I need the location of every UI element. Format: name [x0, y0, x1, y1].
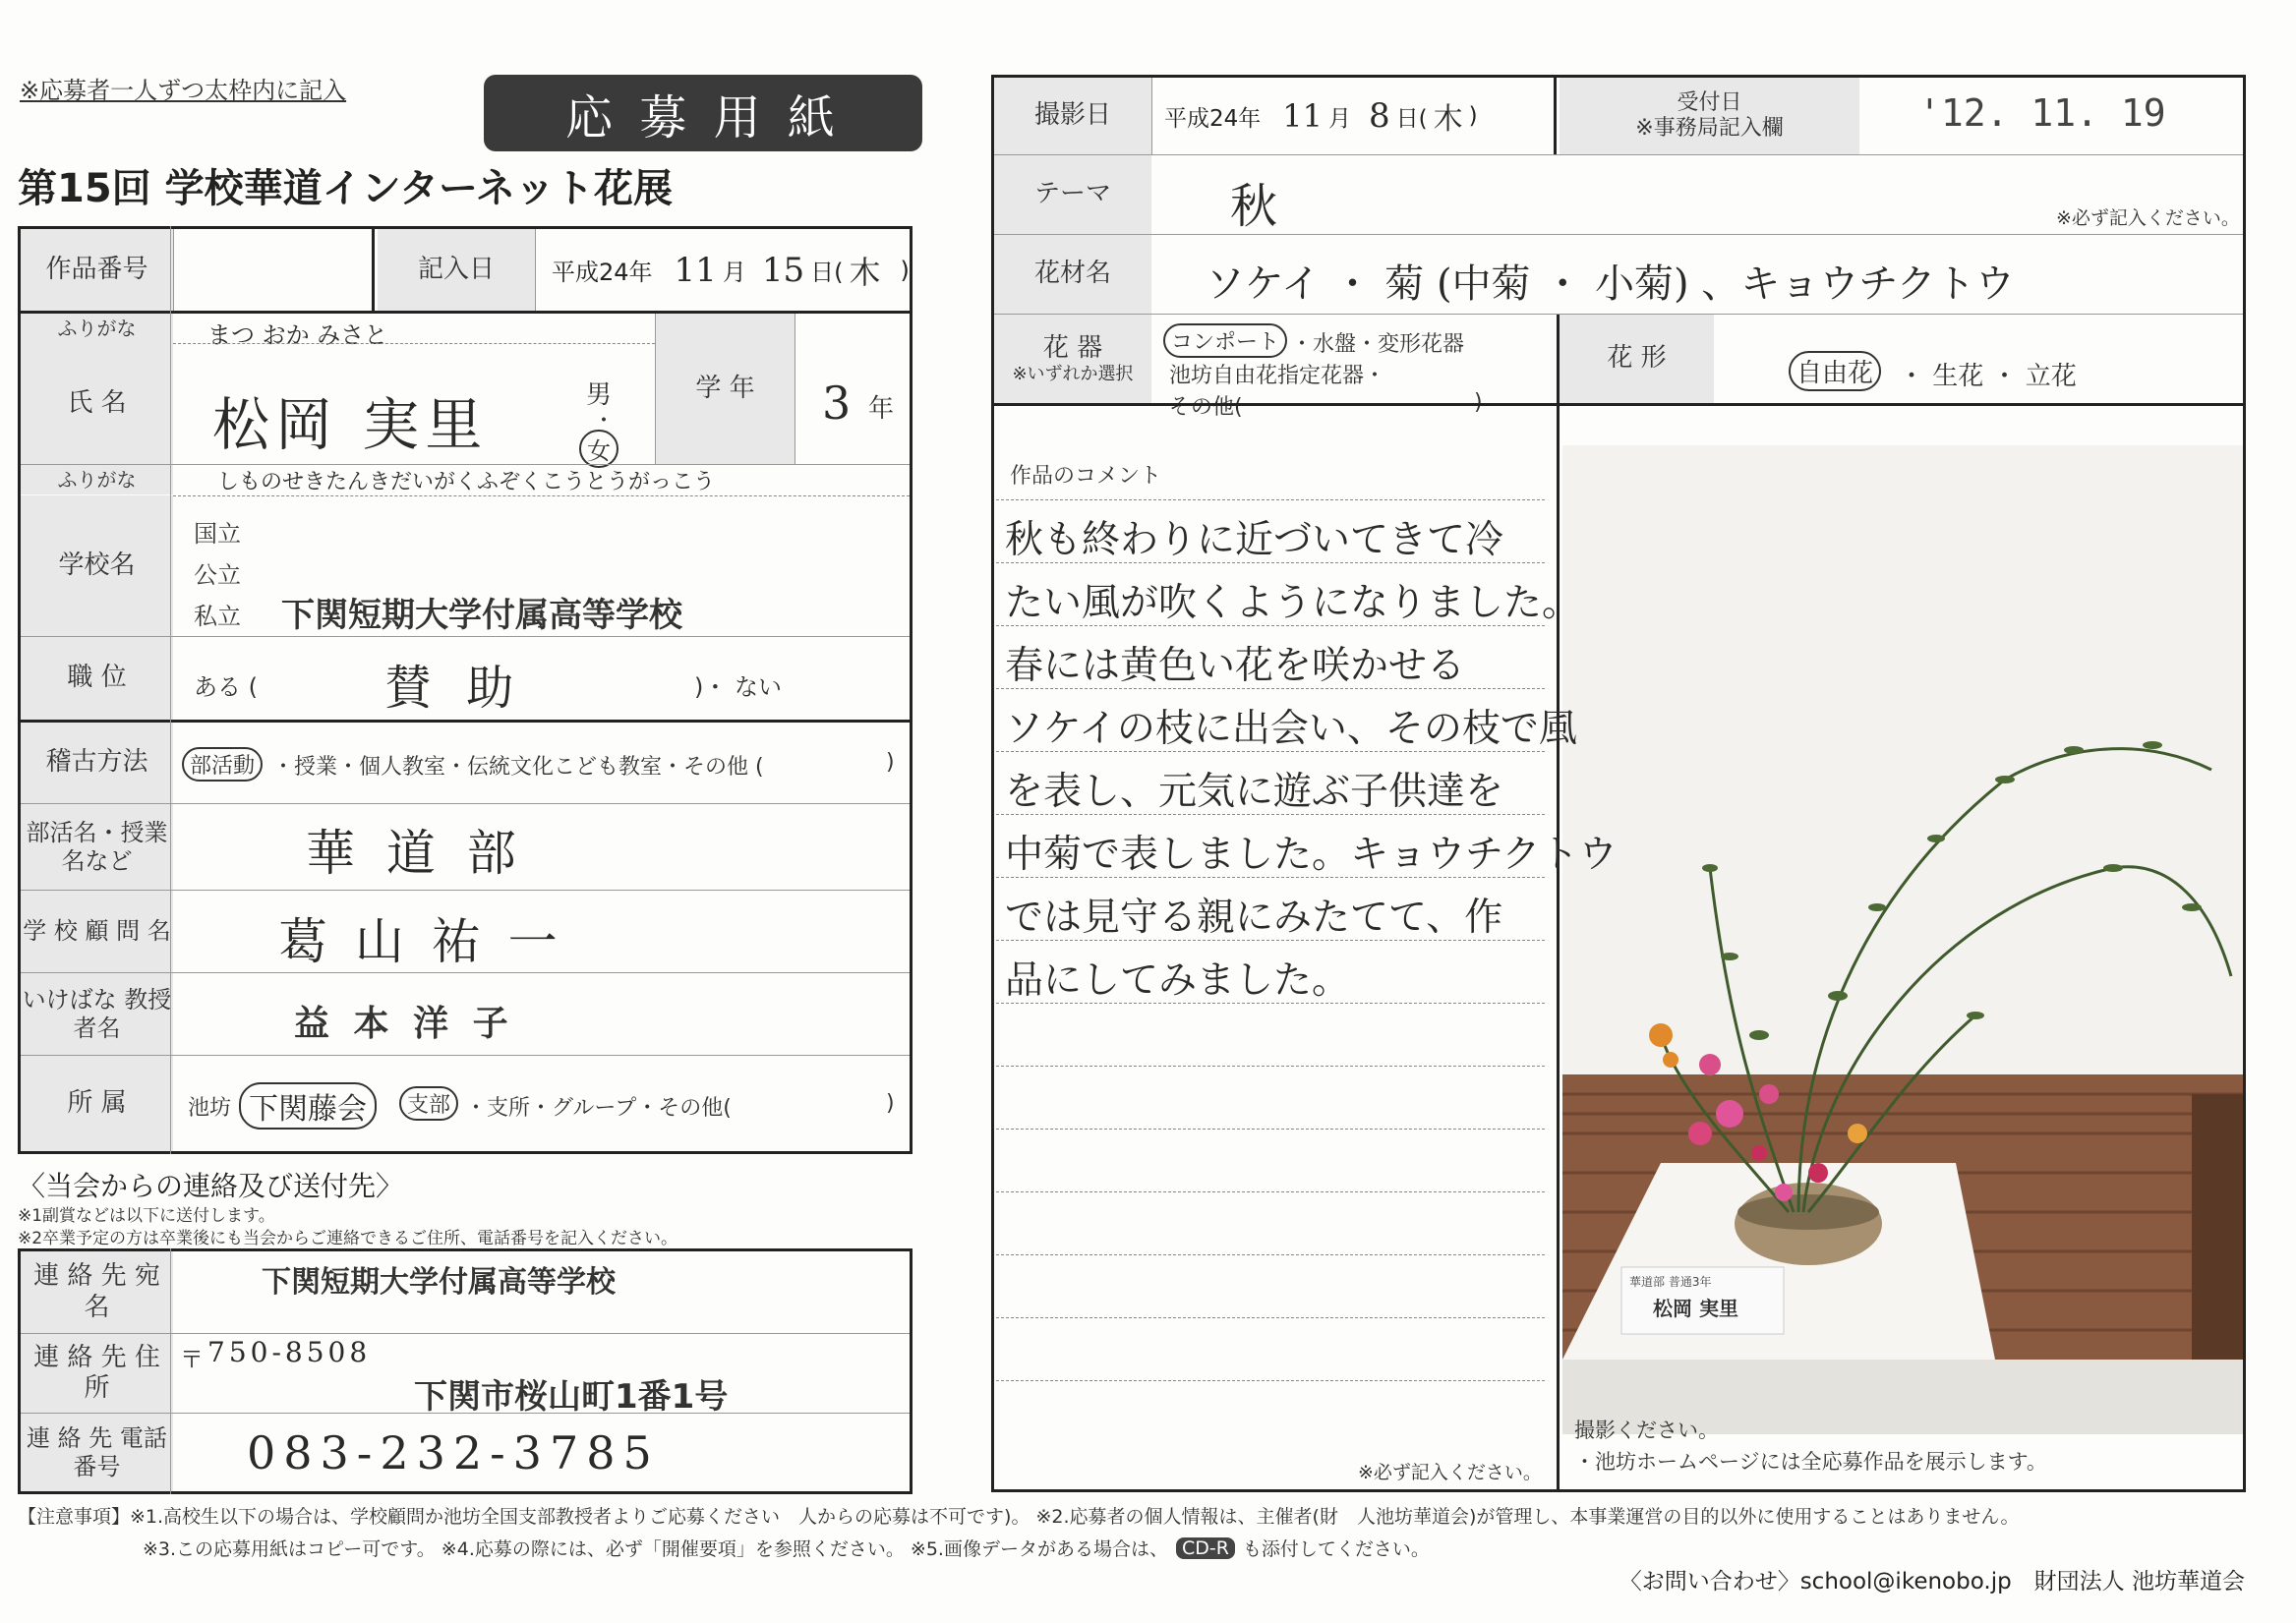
postal-mark: 〒 — [180, 1346, 204, 1373]
practice-close: ) — [886, 750, 895, 775]
comment-line: ソケイの枝に出会い、その枝で風 — [1005, 707, 1577, 751]
comment-line: 春には黄色い花を咲かせる — [1005, 644, 1466, 688]
contact-address-value: 下関市桜山町1番1号 — [414, 1377, 729, 1417]
style-options[interactable]: ・ 生花 ・ 立花 — [1899, 362, 2077, 391]
entry-date-month: 11 — [674, 250, 717, 290]
contact-phone-value: 083-232-3785 — [247, 1426, 660, 1479]
vessel-label: 花 器 — [1042, 332, 1103, 363]
contact-note-2: ※2卒業予定の方は卒業後にも当会からご連絡できるご住所、電話番号を記入ください。 — [18, 1229, 678, 1248]
comment-line: 中菊で表しました。キョウチクトウ — [1005, 833, 1618, 877]
practice-club-selected[interactable]: 部活動 — [182, 747, 263, 782]
contact-address-label: 連 絡 先 住 所 — [21, 1334, 173, 1413]
gender-male[interactable]: 男 — [586, 380, 613, 410]
photo-date-era: 平成24年 — [1164, 105, 1262, 132]
position-value: 賛 助 — [384, 661, 524, 716]
contact-heading: 〈当会からの連絡及び送付先〉 — [18, 1170, 404, 1202]
name-label: 氏 名 — [21, 343, 173, 464]
photo-bottom-note-1: 撮影ください。 — [1574, 1419, 1719, 1442]
received-label-1: 受付日 — [1677, 89, 1742, 115]
comment-line: を表し、元気に遊ぶ子供達を — [1005, 770, 1504, 814]
comment-line: 品にしてみました。 — [1005, 958, 1351, 1003]
photo-date-day: 8 — [1369, 96, 1390, 136]
affiliation-branch-selected[interactable]: 支部 — [399, 1086, 458, 1121]
practice-label: 稽古方法 — [21, 723, 173, 803]
comment-note: ※必ず記入ください。 — [1358, 1462, 1542, 1483]
style-label: 花 形 — [1557, 315, 1714, 403]
advisor-value: 葛 山 祐 一 — [278, 913, 563, 970]
affiliation-close: ) — [886, 1091, 895, 1116]
theme-label: テーマ — [994, 155, 1151, 234]
grade-value: 3 — [822, 377, 852, 430]
contact-form — [18, 1248, 913, 1494]
position-label: 職 位 — [21, 637, 173, 720]
contact-to-label: 連 絡 先 宛 名 — [21, 1251, 173, 1333]
received-label-2: ※事務局記入欄 — [1635, 116, 1784, 141]
theme-value: 秋 — [1230, 179, 1278, 234]
entry-date-close: ) — [900, 256, 910, 284]
affiliation-options[interactable]: ・支所・グループ・その他( — [465, 1096, 732, 1121]
vessel-line1[interactable]: ・水盤・変形花器 — [1291, 332, 1465, 357]
entry-date-day-unit: 日( — [810, 259, 844, 286]
photo-bottom-note-2: ・池坊ホームページには全応募作品を展示します。 — [1574, 1450, 2047, 1474]
club-value: 華 道 部 — [306, 825, 524, 882]
school-furigana: しものせきたんきだいがくふぞくこうとうがっこう — [217, 470, 716, 494]
form-title: 応 募 用 紙 — [484, 75, 922, 151]
entry-date-weekday: 木 — [849, 253, 881, 291]
exhibition-title: 第15回 学校華道インターネット花展 — [18, 166, 673, 211]
comment-line: たい風が吹くようになりました。 — [1005, 581, 1581, 625]
work-number-label: 作品番号 — [21, 229, 173, 311]
photo-date-month: 11 — [1282, 97, 1323, 135]
contact-phone-label: 連 絡 先 電話番号 — [21, 1414, 173, 1491]
arrangement-photo — [1562, 445, 2243, 1434]
position-yes[interactable]: ある ( — [194, 673, 258, 701]
footer-line-2b: も添付してください。 — [1242, 1538, 1430, 1560]
footer-line-2 — [143, 1535, 1430, 1561]
inquiry-line: 〈お問い合わせ〉school@ikenobo.jp 財団法人 池坊華道会 — [1619, 1569, 2245, 1594]
grade-label: 学 年 — [655, 314, 795, 464]
footer-line-2a: ※3.この応募用紙はコピー可です。 ※4.応募の際には、必ず「開催要項」を参照ください。 ※5.画像データがある場合は、 — [143, 1538, 1168, 1560]
theme-note: ※必ず記入ください。 — [2056, 207, 2240, 229]
grade-unit: 年 — [868, 394, 895, 424]
photo-caption-name: 松岡 実里 — [1653, 1297, 1738, 1320]
comment-line: 秋も終わりに近づいてきて冷 — [1005, 518, 1504, 562]
entry-date-day: 15 — [761, 250, 805, 290]
material-label: 花材名 — [994, 235, 1151, 314]
work-number-field[interactable] — [173, 229, 375, 311]
comment-line: では見守る親にみたてて、作 — [1005, 896, 1503, 940]
comment-text — [1005, 509, 1617, 1013]
photo-date-day-unit: 日( — [1395, 105, 1428, 132]
style-jiyuka-selected[interactable]: 自由花 — [1789, 351, 1881, 391]
gender-separator: ・ — [593, 409, 616, 434]
entry-date-label: 記入日 — [378, 229, 535, 311]
school-type-private[interactable]: 私立 — [194, 603, 241, 630]
vessel-line3[interactable]: その他( — [1169, 395, 1243, 420]
school-type-public[interactable]: 公立 — [194, 561, 241, 589]
material-value: ソケイ ・ 菊 (中菊 ・ 小菊) 、キョウチクトウ — [1206, 261, 2015, 307]
entry-date-era: 平成24年 — [552, 259, 653, 286]
photo-date-weekday: 木 — [1433, 102, 1463, 137]
school-label: 学校名 — [21, 495, 173, 636]
name-furigana: まつ おか みさと — [207, 321, 388, 349]
school-value: 下関短期大学付属高等学校 — [281, 596, 682, 635]
photo-date-label: 撮影日 — [994, 78, 1151, 154]
name-value: 松岡 実里 — [212, 391, 489, 458]
photo-caption-small: 華道部 普通3年 — [1629, 1275, 1712, 1289]
affiliation-prefix: 池坊 — [188, 1096, 232, 1121]
teacher-label: いけばな 教授者名 — [21, 973, 173, 1055]
received-label — [1560, 78, 1859, 154]
vessel-compote-selected[interactable]: コンポート — [1163, 323, 1287, 358]
photo-date-close: ) — [1468, 103, 1478, 129]
entry-date-field[interactable] — [535, 229, 910, 311]
left-form — [18, 226, 913, 1154]
vessel-sublabel: ※いずれか選択 — [1012, 363, 1134, 384]
practice-options[interactable]: ・授業・個人教室・伝統文化こども教室・その他 ( — [272, 755, 764, 780]
teacher-value: 益 本 洋 子 — [294, 1004, 514, 1044]
name-furigana-label: ふりがな — [21, 314, 173, 343]
photo-date-month-unit: 月 — [1328, 105, 1351, 132]
contact-to-value: 下関短期大学付属高等学校 — [262, 1265, 616, 1300]
position-no[interactable]: )・ ない — [694, 673, 782, 701]
entry-date-month-unit: 月 — [722, 259, 746, 286]
photo-date-field[interactable] — [1151, 78, 1557, 154]
vessel-label-box — [994, 315, 1151, 403]
affiliation-written: 下関藤会 — [239, 1082, 377, 1130]
school-furigana-label: ふりがな — [21, 465, 173, 494]
comment-label: 作品のコメント — [1010, 464, 1162, 489]
affiliation-label: 所 属 — [21, 1056, 173, 1151]
vessel-line3-close: ) — [1474, 390, 1483, 415]
footer-line-1: 【注意事項】※1.高校生以下の場合は、学校顧問か池坊全国支部教授者よりご応募ください 人からの応募は不可です)。 ※2.応募者の個人情報は、主催者(財 人池坊華道会)が管理し、本事業運営の目的以外に使用することはありません。 — [18, 1506, 2020, 1528]
postal-code: 750-8508 — [207, 1336, 372, 1368]
club-label: 部活名・授業名など — [21, 804, 173, 890]
school-type-national[interactable]: 国立 — [194, 520, 241, 548]
received-value: '12. 11. 19 — [1918, 91, 2166, 135]
contact-note-1: ※1副賞などは以下に送付します。 — [18, 1206, 275, 1226]
advisor-label: 学 校 顧 問 名 — [21, 891, 173, 972]
top-note: ※応募者一人ずつ太枠内に記入 — [20, 77, 347, 104]
vessel-line2[interactable]: 池坊自由花指定花器・ — [1169, 364, 1386, 388]
gender-female[interactable]: 女 — [579, 430, 618, 468]
cdr-badge: CD-R — [1176, 1537, 1235, 1559]
